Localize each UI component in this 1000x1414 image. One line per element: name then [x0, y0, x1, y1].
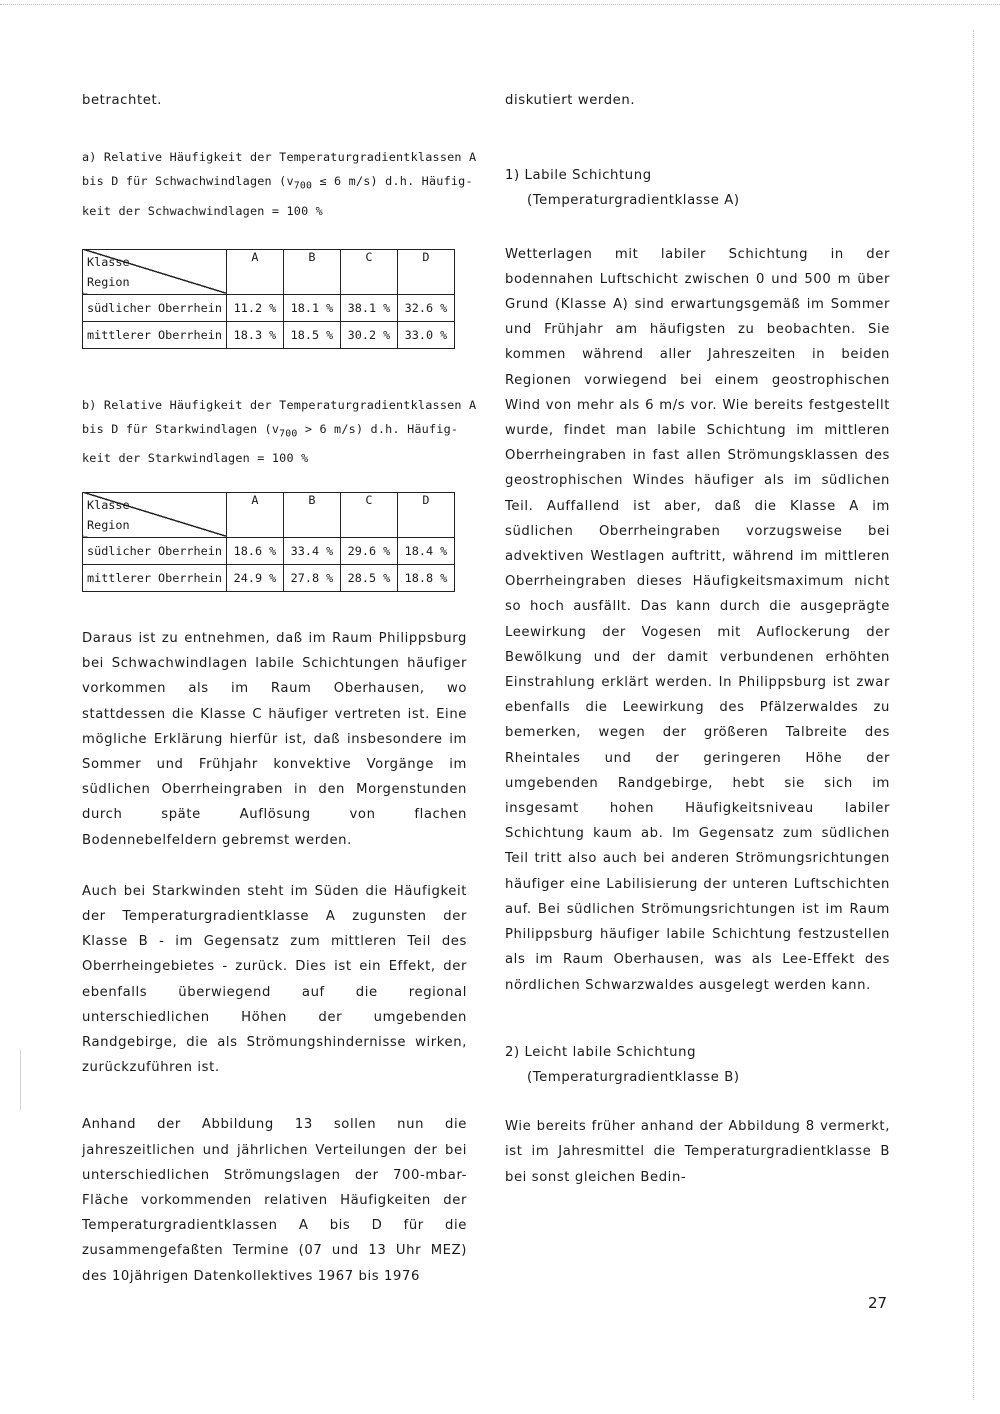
klasse-label: Klasse [87, 254, 130, 269]
table-b-header-row [83, 492, 455, 537]
column-header-c: C [340, 249, 397, 294]
section-heading-1-sub: (Temperaturgradientklasse A) [527, 193, 740, 209]
row-label-mittlerer: mittlerer Oberrhein [83, 321, 227, 348]
column-header-b: B [283, 492, 340, 537]
table-row [83, 564, 455, 591]
klasse-label: Klasse [87, 497, 130, 512]
table-cell: 18.3 % [226, 321, 283, 348]
scan-edge-line [0, 4, 1000, 5]
table-cell: 18.4 % [397, 537, 454, 564]
table-a-corner-cell [83, 249, 227, 294]
caption-a-line-3: keit der Schwachwindlagen = 100 % [82, 203, 323, 218]
table-cell: 32.6 % [397, 294, 454, 321]
left-column [82, 88, 477, 1289]
left-paragraph-2: Auch bei Starkwinden steht im Süden die Häufigkeit der Temperaturgradientklasse A zugunsten der Klasse B - im Gegensatz zum mittleren Teil des Oberrheingebietes - zurück. Dies ist ein Effekt, der ebenfalls überwiegend auf die regional unterschiedlichen Höhen der umgebenden Randgebirge, die als Strömungshindernisse wirken, zurückzuführen ist. [82, 883, 467, 1076]
row-label-suedlicher: südlicher Oberrhein [83, 294, 227, 321]
row-label-mittlerer: mittlerer Oberrhein [83, 564, 227, 591]
right-column [505, 88, 890, 1190]
section-heading-2: 2) Leicht labile Schichtung [505, 1044, 697, 1060]
table-cell: 18.5 % [283, 321, 340, 348]
section-heading-2-sub: (Temperaturgradientklasse B) [527, 1069, 740, 1085]
scan-margin-mark [20, 1050, 21, 1110]
caption-a-line-1: a) Relative Häufigkeit der Temperaturgradientklassen A [82, 150, 477, 165]
caption-a-line-2: bis D für Schwachwindlagen ($v_{700} \le 6$ m/s) d.h. Häufig- [82, 174, 473, 192]
page-number: 27 [868, 1294, 888, 1312]
right-paragraph-2: Wie bereits früher anhand der Abbildung 8 vermerkt, ist im Jahresmittel die Temperaturgradientklasse B bei sonst gleichen Bedin- [505, 1119, 890, 1185]
table-cell: 18.1 % [283, 294, 340, 321]
left-intro-text: betrachtet. [82, 93, 163, 108]
table-cell: 11.2 % [226, 294, 283, 321]
left-paragraph-3: Anhand der Abbildung 13 sollen nun die jahreszeitlichen und jährlichen Verteilungen der bei unterschiedlichen Strömungslagen der 700-mbar-Fläche vorkommenden relativen Häufigkeiten der Temperaturgradientklassen A bis D für die zusammengefaßten Termine (07 und 13 Uhr MEZ) des 10jährigen Datenkollektives 1967 bis 1976 [82, 1117, 467, 1284]
column-header-c: C [340, 492, 397, 537]
table-cell: 33.4 % [283, 537, 340, 564]
section-heading-1: 1) Labile Schichtung [505, 168, 652, 184]
row-label-suedlicher: südlicher Oberrhein [83, 537, 227, 564]
column-header-a: A [226, 492, 283, 537]
table-b [82, 492, 455, 592]
scan-margin-line [973, 30, 974, 1400]
table-a [82, 249, 455, 349]
region-label: Region [87, 274, 130, 289]
table-b-caption [82, 393, 477, 470]
table-a-header-row [83, 249, 455, 294]
table-row [83, 294, 455, 321]
caption-b-line-3: keit der Starkwindlagen = 100 % [82, 450, 309, 465]
table-cell: 24.9 % [226, 564, 283, 591]
table-b-corner-cell [83, 492, 227, 537]
table-cell: 38.1 % [340, 294, 397, 321]
right-paragraph-1: Wetterlagen mit labiler Schichtung in der bodennahen Luftschicht zwischen 0 und 500 m über Grund (Klasse A) sind erwartungsgemäß im Sommer und Frühjahr am häufigsten zu beobachten. Sie kommen während aller Jahreszeiten in beiden Regionen vorwiegend bei einem geostrophischen Wind von mehr als 6 m/s vor. Wie bereits festgestellt wurde, findet man labile Schichtung im mittleren Oberrheingraben in fast allen Strömungsklassen des geostrophischen Windes häufiger als im südlichen Teil. Auffallend ist aber, daß die Klasse A im südlichen Oberrheingraben vorzugsweise bei advektiven Westlagen auftritt, während im mittleren Oberrheingraben dieses Häufigkeitsmaximum nicht so hoch ausfällt. Das kann durch die ausgeprägte Leewirkung der Vogesen mit Auflockerung der Bewölkung und der damit verbundenen erhöhten Einstrahlung erklärt werden. In Philippsburg ist zwar ebenfalls die Leewirkung des Pfälzerwaldes zu bemerken, wegen der größeren Talbreite des Rheintales und der geringeren Höhe der umgebenden Randgebirge, hebt sie sich im insgesamt hohen Häufigkeitsniveau labiler Schichtung kaum ab. Im Gegensatz zum südlichen Teil tritt also auch bei anderen Strömungsrichtungen häufiger eine Labilisierung der unteren Luftschichten auf. Bei südlichen Strömungsrichtungen ist im Raum Philippsburg häufiger labile Schichtung festzustellen als im Raum Oberhausen, was als Lee-Effekt des nördlichen Schwarzwaldes ausgelegt werden kann. [505, 246, 890, 993]
table-cell: 29.6 % [340, 537, 397, 564]
column-header-b: B [283, 249, 340, 294]
column-header-d: D [397, 249, 454, 294]
table-row [83, 537, 455, 564]
region-label: Region [87, 517, 130, 532]
table-cell: 18.6 % [226, 537, 283, 564]
table-cell: 30.2 % [340, 321, 397, 348]
column-header-d: D [397, 492, 454, 537]
table-cell: 33.0 % [397, 321, 454, 348]
table-cell: 18.8 % [397, 564, 454, 591]
caption-b-line-2: bis D für Starkwindlagen ($v_{700} > 6$ m/s) d.h. Häufig- [82, 421, 459, 439]
table-row [83, 321, 455, 348]
column-header-a: A [226, 249, 283, 294]
table-cell: 28.5 % [340, 564, 397, 591]
caption-b-line-1: b) Relative Häufigkeit der Temperaturgradientklassen A [82, 397, 477, 412]
table-a-caption [82, 145, 477, 222]
left-paragraph-1: Daraus ist zu entnehmen, daß im Raum Philippsburg bei Schwachwindlagen labile Schichtungen häufiger vorkommen als im Raum Oberhausen, wo stattdessen die Klasse C häufiger vertreten ist. Eine mögliche Erklärung hierfür ist, daß insbesondere im Sommer und Frühjahr konvektive Vorgänge im südlichen Oberrheingraben in den Morgenstunden durch späte Auflösung von flachen Bodennebelfeldern gebremst werden. [82, 630, 467, 848]
table-cell: 27.8 % [283, 564, 340, 591]
right-intro-text: diskutiert werden. [505, 93, 636, 108]
